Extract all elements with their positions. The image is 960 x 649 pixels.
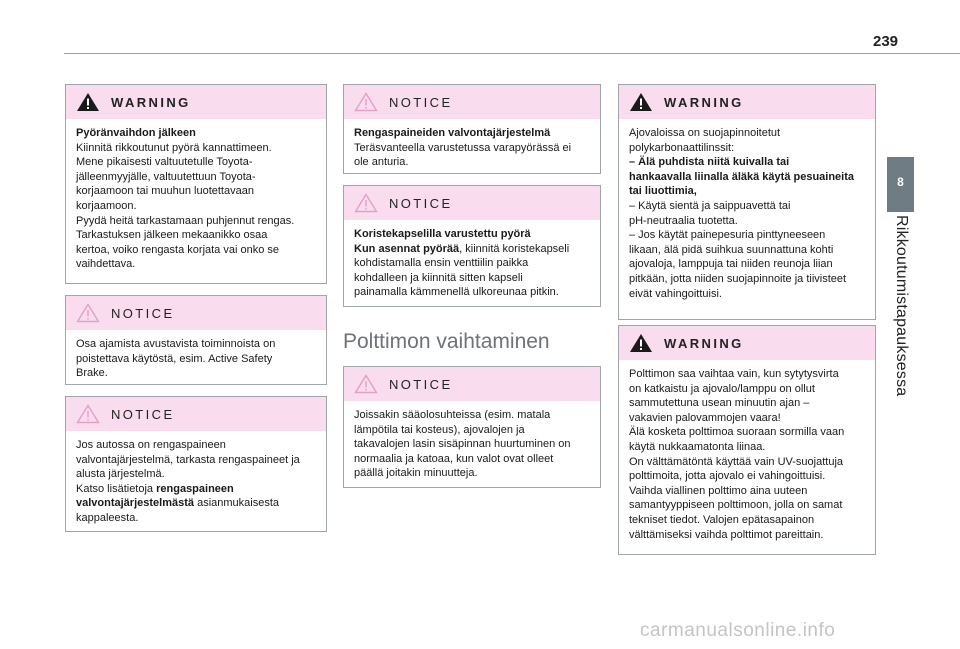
warning-header <box>619 85 875 119</box>
warning-header <box>66 85 326 119</box>
text-line: pitkään, jotta niiden suojapinnoite ja tiivisteet <box>629 272 847 285</box>
text-line: välttämiseksi vaihda polttimot pareittain. <box>629 528 824 541</box>
text-line: tekniset tiedot. Valojen epätasapainon <box>629 513 815 526</box>
section-heading: Polttimon vaihtaminen <box>343 330 550 353</box>
text-line: jälleenmyyjälle, valtuutettuun Toyota- <box>76 170 256 183</box>
text-line: – Käytä sientä ja saippuavettä tai <box>629 199 791 212</box>
text-line: korjaamoon tai muuhun luotettavaan <box>76 185 254 198</box>
text-line: Älä kosketa polttimoa suoraan sormilla vaan <box>629 426 845 439</box>
warning-label: WARNING <box>111 95 191 110</box>
text-line <box>76 496 317 511</box>
notice-body <box>66 330 326 387</box>
text-line: Pyydä heitä tarkastamaan puhjennut rengas. <box>76 214 295 227</box>
caution-outline-icon <box>354 92 378 112</box>
text-line: painamalla kämmenellä ulkoreunaa pitkin. <box>354 286 559 299</box>
text-line: sammutettuna usean minuutin ajan – <box>629 397 810 410</box>
notice-body <box>344 119 600 176</box>
text-line: eivät vahingoittuisi. <box>629 287 722 300</box>
text-line: – Älä puhdista niitä kuivalla tai <box>629 156 790 169</box>
text-line: valvontajärjestelmä, tarkasta rengaspaineet ja <box>76 453 300 466</box>
text-line: on katkaistu ja ajovalo/lamppu on ollut <box>629 382 815 395</box>
notice-title: Koristekapselilla varustettu pyörä <box>354 228 531 240</box>
warning-filled-icon <box>76 92 100 112</box>
text-line: ajovaloja, lamppuja tai niiden reunoja liian <box>629 258 833 271</box>
text-line: vakavien palovammojen vaara! <box>629 411 781 424</box>
warning-filled-icon <box>629 92 653 112</box>
warning-label: WARNING <box>664 95 744 110</box>
text-line: Ajovaloissa on suojapinnoitetut <box>629 127 781 139</box>
warning-box-bulb-replacement <box>618 325 876 555</box>
chapter-title: Rikkoutumistapauksessa <box>893 215 910 397</box>
text-line: kohdalleen ja kiinnitä sitten kapseli <box>354 271 523 284</box>
page-number: 239 <box>873 33 899 50</box>
text-line: tai liuottimia, <box>629 185 697 198</box>
warning-body <box>66 119 326 278</box>
notice-box-hubcap <box>343 185 601 307</box>
notice-label: NOTICE <box>111 306 175 321</box>
warning-label: WARNING <box>664 336 744 351</box>
notice-label: NOTICE <box>111 407 175 422</box>
notice-title: Rengaspaineiden valvontajärjestelmä <box>354 127 551 139</box>
text-line: lämpötila tai kosteus), ajovalojen ja <box>354 423 525 436</box>
notice-header <box>344 367 600 401</box>
warning-body <box>619 360 875 548</box>
warning-body <box>619 119 875 307</box>
text-line: polttimoita, jotta ajovalo ei vahingoittuisi. <box>629 470 826 483</box>
notice-box-tpms <box>343 84 601 174</box>
notice-label: NOTICE <box>389 377 453 392</box>
text-line: Joissakin sääolosuhteissa (esim. matala <box>354 409 551 421</box>
text-line: korjaamoon. <box>76 199 137 212</box>
text-line: samantyyppiseen polttimoon, jolla on samat <box>629 499 843 512</box>
text-line: hankaavalla liinalla äläkä käytä pesuaineita <box>629 170 855 183</box>
caution-outline-icon <box>76 404 100 424</box>
text-line: pH-neutraalia tuotetta. <box>629 214 738 227</box>
text-line: Brake. <box>76 367 108 380</box>
notice-label: NOTICE <box>389 95 453 110</box>
notice-header <box>66 397 326 431</box>
text-line: kohdistamalla ensin venttiilin paikka <box>354 257 529 270</box>
bold-run: valvontajärjestelmästä <box>76 497 195 510</box>
text-line <box>76 482 317 497</box>
text-line: Mene pikaisesti valtuutetulle Toyota- <box>76 156 253 169</box>
caution-outline-icon <box>354 193 378 213</box>
warning-box-headlight-care <box>618 84 876 320</box>
bold-run: Kun asennat pyörää <box>354 242 460 255</box>
text-line: takavalojen lasin sisäpinnan huurtuminen on <box>354 438 571 451</box>
text-line: polykarbonaattilinssit: <box>629 141 735 154</box>
caution-outline-icon <box>354 374 378 394</box>
text-line: Osa ajamista avustavista toiminnoista on <box>76 338 276 350</box>
warning-filled-icon <box>629 333 653 353</box>
notice-body <box>344 220 600 306</box>
text-line: kappaleesta. <box>76 511 139 524</box>
text-line: poistettava käytöstä, esim. Active Safety <box>76 352 273 365</box>
warning-box-tyre-change <box>65 84 327 284</box>
text-line: käytä nukkaamatonta liinaa. <box>629 440 766 453</box>
notice-header <box>344 85 600 119</box>
notice-box-condensation <box>343 366 601 488</box>
notice-body <box>66 431 326 532</box>
text-line: Kiinnitä rikkoutunut pyörä kannattimeen. <box>76 141 272 154</box>
text-line: Polttimon saa vaihtaa vain, kun sytytysvirta <box>629 368 839 380</box>
notice-box-safety-functions <box>65 295 327 385</box>
notice-label: NOTICE <box>389 196 453 211</box>
notice-body <box>344 401 600 487</box>
text-run: Katso lisätietoja <box>76 482 157 495</box>
text-line <box>354 242 591 257</box>
watermark: carmanualsonline.info <box>640 620 836 641</box>
text-line: Vaihda viallinen polttimo aina uuteen <box>629 484 808 497</box>
text-run: asianmukaisesta <box>194 497 280 510</box>
text-line: vaihdettava. <box>76 258 136 271</box>
text-line: alusta järjestelmä. <box>76 468 165 481</box>
text-line: Tarkastuksen jälkeen mekaanikko osaa <box>76 229 268 242</box>
text-line: On välttämätöntä käyttää vain UV-suojattuja <box>629 455 844 468</box>
text-run: , kiinnitä koristekapseli <box>459 242 570 255</box>
text-line: normaalia ja katoaa, kun valot ovat olleet <box>354 452 554 465</box>
text-line: ole anturia. <box>354 156 409 169</box>
text-line: – Jos käytät painepesuria pinttyneeseen <box>629 229 826 242</box>
notice-header <box>66 296 326 330</box>
warning-title: Pyöränvaihdon jälkeen <box>76 127 196 139</box>
notice-header <box>344 186 600 220</box>
text-line: kertoa, voiko rengasta korjata vai onko se <box>76 243 280 256</box>
caution-outline-icon <box>76 303 100 323</box>
chapter-number: 8 <box>897 175 904 189</box>
text-line: päällä joitakin minuutteja. <box>354 467 478 480</box>
text-line: likaan, älä pidä suihkua suunnattuna kohti <box>629 243 834 256</box>
bold-run: rengaspaineen <box>156 482 234 495</box>
text-line: Teräsvanteella varustetussa varapyörässä ei <box>354 141 572 154</box>
warning-header <box>619 326 875 360</box>
top-rule <box>64 53 960 54</box>
notice-box-tyre-pressure <box>65 396 327 532</box>
text-line: Jos autossa on rengaspaineen <box>76 439 226 451</box>
